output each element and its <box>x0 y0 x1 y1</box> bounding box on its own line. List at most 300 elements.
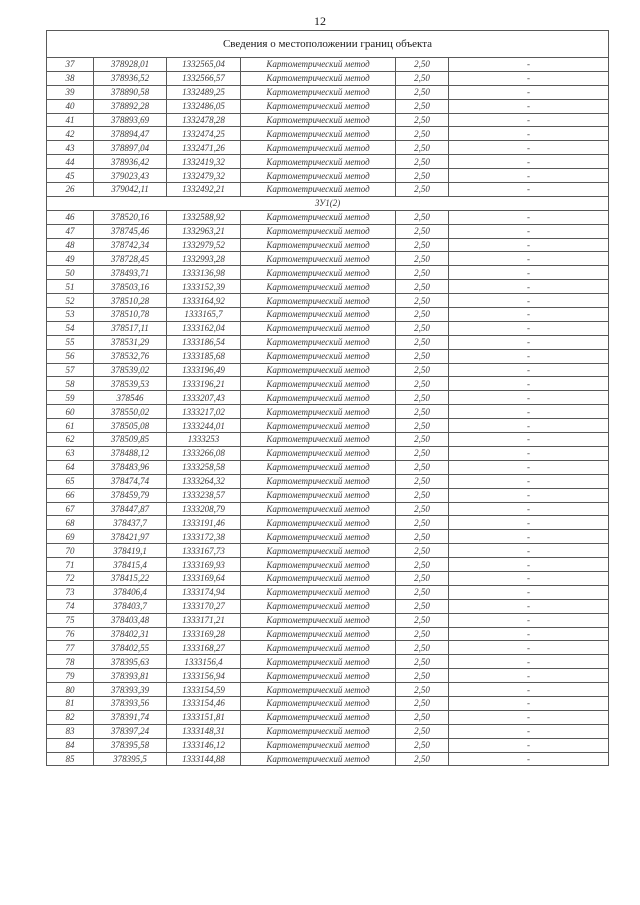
accuracy-cell: 2,50 <box>396 280 449 294</box>
table-row <box>47 280 609 294</box>
accuracy-cell: 2,50 <box>396 210 449 224</box>
description-cell: - <box>449 669 609 683</box>
table-row <box>47 363 609 377</box>
method-cell: Картометрический метод <box>241 224 396 238</box>
y-coordinate-cell: 1333169,93 <box>167 558 241 572</box>
table-row <box>47 419 609 433</box>
x-coordinate-cell: 379023,43 <box>94 169 167 183</box>
method-cell: Картометрический метод <box>241 488 396 502</box>
description-cell: - <box>449 599 609 613</box>
table-row <box>47 446 609 460</box>
x-coordinate-cell: 379042,11 <box>94 183 167 197</box>
table-row <box>47 141 609 155</box>
x-coordinate-cell: 378393,56 <box>94 696 167 710</box>
y-coordinate-cell: 1333165,7 <box>167 308 241 322</box>
accuracy-cell: 2,50 <box>396 419 449 433</box>
table-row <box>47 502 609 516</box>
x-coordinate-cell: 378894,47 <box>94 127 167 141</box>
method-cell: Картометрический метод <box>241 433 396 447</box>
point-number-cell: 41 <box>47 113 94 127</box>
x-coordinate-cell: 378393,39 <box>94 683 167 697</box>
point-number-cell: 71 <box>47 558 94 572</box>
accuracy-cell: 2,50 <box>396 155 449 169</box>
point-number-cell: 40 <box>47 99 94 113</box>
y-coordinate-cell: 1332471,26 <box>167 141 241 155</box>
y-coordinate-cell: 1333174,94 <box>167 585 241 599</box>
point-number-cell: 80 <box>47 683 94 697</box>
method-cell: Картометрический метод <box>241 571 396 585</box>
y-coordinate-cell: 1333144,88 <box>167 752 241 766</box>
y-coordinate-cell: 1332489,25 <box>167 85 241 99</box>
accuracy-cell: 2,50 <box>396 460 449 474</box>
y-coordinate-cell: 1332963,21 <box>167 224 241 238</box>
description-cell: - <box>449 294 609 308</box>
point-number-cell: 52 <box>47 294 94 308</box>
table-row <box>47 613 609 627</box>
y-coordinate-cell: 1332566,57 <box>167 71 241 85</box>
x-coordinate-cell: 378893,69 <box>94 113 167 127</box>
method-cell: Картометрический метод <box>241 183 396 197</box>
accuracy-cell: 2,50 <box>396 169 449 183</box>
y-coordinate-cell: 1333164,92 <box>167 294 241 308</box>
y-coordinate-cell: 1332474,25 <box>167 127 241 141</box>
point-number-cell: 44 <box>47 155 94 169</box>
accuracy-cell: 2,50 <box>396 321 449 335</box>
x-coordinate-cell: 378897,04 <box>94 141 167 155</box>
table-row <box>47 405 609 419</box>
description-cell: - <box>449 113 609 127</box>
y-coordinate-cell: 1333154,59 <box>167 683 241 697</box>
x-coordinate-cell: 378402,31 <box>94 627 167 641</box>
method-cell: Картометрический метод <box>241 266 396 280</box>
method-cell: Картометрический метод <box>241 419 396 433</box>
table-row <box>47 516 609 530</box>
point-number-cell: 73 <box>47 585 94 599</box>
method-cell: Картометрический метод <box>241 544 396 558</box>
description-cell: - <box>449 252 609 266</box>
point-number-cell: 45 <box>47 169 94 183</box>
accuracy-cell: 2,50 <box>396 113 449 127</box>
accuracy-cell: 2,50 <box>396 363 449 377</box>
description-cell: - <box>449 405 609 419</box>
point-number-cell: 62 <box>47 433 94 447</box>
accuracy-cell: 2,50 <box>396 433 449 447</box>
point-number-cell: 85 <box>47 752 94 766</box>
y-coordinate-cell: 1333171,21 <box>167 613 241 627</box>
description-cell: - <box>449 183 609 197</box>
description-cell: - <box>449 530 609 544</box>
method-cell: Картометрический метод <box>241 321 396 335</box>
x-coordinate-cell: 378493,71 <box>94 266 167 280</box>
method-cell: Картометрический метод <box>241 335 396 349</box>
x-coordinate-cell: 378509,85 <box>94 433 167 447</box>
point-number-cell: 68 <box>47 516 94 530</box>
method-cell: Картометрический метод <box>241 752 396 766</box>
table-row <box>47 433 609 447</box>
point-number-cell: 49 <box>47 252 94 266</box>
table-row <box>47 710 609 724</box>
method-cell: Картометрический метод <box>241 238 396 252</box>
accuracy-cell: 2,50 <box>396 308 449 322</box>
x-coordinate-cell: 378505,08 <box>94 419 167 433</box>
accuracy-cell: 2,50 <box>396 738 449 752</box>
description-cell: - <box>449 155 609 169</box>
x-coordinate-cell: 378447,87 <box>94 502 167 516</box>
y-coordinate-cell: 1333156,4 <box>167 655 241 669</box>
y-coordinate-cell: 1332492,21 <box>167 183 241 197</box>
x-coordinate-cell: 378546 <box>94 391 167 405</box>
description-cell: - <box>449 683 609 697</box>
point-number-cell: 60 <box>47 405 94 419</box>
x-coordinate-cell: 378393,81 <box>94 669 167 683</box>
method-cell: Картометрический метод <box>241 280 396 294</box>
point-number-cell: 57 <box>47 363 94 377</box>
y-coordinate-cell: 1333185,68 <box>167 349 241 363</box>
page-number: 12 <box>314 14 326 28</box>
method-cell: Картометрический метод <box>241 308 396 322</box>
description-cell: - <box>449 127 609 141</box>
x-coordinate-cell: 378402,55 <box>94 641 167 655</box>
point-number-cell: 51 <box>47 280 94 294</box>
table-row <box>47 669 609 683</box>
method-cell: Картометрический метод <box>241 85 396 99</box>
y-coordinate-cell: 1333152,39 <box>167 280 241 294</box>
x-coordinate-cell: 378397,24 <box>94 724 167 738</box>
x-coordinate-cell: 378742,34 <box>94 238 167 252</box>
table-row <box>47 474 609 488</box>
table-row <box>47 308 609 322</box>
x-coordinate-cell: 378395,58 <box>94 738 167 752</box>
table-row <box>47 127 609 141</box>
point-number-cell: 70 <box>47 544 94 558</box>
description-cell: - <box>449 502 609 516</box>
y-coordinate-cell: 1333238,57 <box>167 488 241 502</box>
point-number-cell: 63 <box>47 446 94 460</box>
point-number-cell: 67 <box>47 502 94 516</box>
x-coordinate-cell: 378503,16 <box>94 280 167 294</box>
table-row <box>47 349 609 363</box>
y-coordinate-cell: 1333148,31 <box>167 724 241 738</box>
point-number-cell: 37 <box>47 58 94 72</box>
accuracy-cell: 2,50 <box>396 405 449 419</box>
method-cell: Картометрический метод <box>241 210 396 224</box>
accuracy-cell: 2,50 <box>396 613 449 627</box>
method-cell: Картометрический метод <box>241 155 396 169</box>
accuracy-cell: 2,50 <box>396 183 449 197</box>
accuracy-cell: 2,50 <box>396 544 449 558</box>
x-coordinate-cell: 378415,4 <box>94 558 167 572</box>
method-cell: Картометрический метод <box>241 141 396 155</box>
description-cell: - <box>449 321 609 335</box>
table-row <box>47 252 609 266</box>
accuracy-cell: 2,50 <box>396 710 449 724</box>
table-row <box>47 571 609 585</box>
accuracy-cell: 2,50 <box>396 446 449 460</box>
y-coordinate-cell: 1333207,43 <box>167 391 241 405</box>
point-number-cell: 50 <box>47 266 94 280</box>
point-number-cell: 79 <box>47 669 94 683</box>
accuracy-cell: 2,50 <box>396 683 449 697</box>
method-cell: Картометрический метод <box>241 391 396 405</box>
y-coordinate-cell: 1333151,81 <box>167 710 241 724</box>
description-cell: - <box>449 544 609 558</box>
method-cell: Картометрический метод <box>241 724 396 738</box>
method-cell: Картометрический метод <box>241 599 396 613</box>
method-cell: Картометрический метод <box>241 516 396 530</box>
y-coordinate-cell: 1333170,27 <box>167 599 241 613</box>
accuracy-cell: 2,50 <box>396 752 449 766</box>
point-number-cell: 66 <box>47 488 94 502</box>
point-number-cell: 61 <box>47 419 94 433</box>
y-coordinate-cell: 1333244,01 <box>167 419 241 433</box>
y-coordinate-cell: 1332479,32 <box>167 169 241 183</box>
description-cell: - <box>449 391 609 405</box>
point-number-cell: 81 <box>47 696 94 710</box>
point-number-cell: 54 <box>47 321 94 335</box>
x-coordinate-cell: 378391,74 <box>94 710 167 724</box>
table-row <box>47 391 609 405</box>
x-coordinate-cell: 378531,29 <box>94 335 167 349</box>
description-cell: - <box>449 474 609 488</box>
description-cell: - <box>449 280 609 294</box>
y-coordinate-cell: 1333264,32 <box>167 474 241 488</box>
table-row <box>47 558 609 572</box>
description-cell: - <box>449 377 609 391</box>
y-coordinate-cell: 1333258,58 <box>167 460 241 474</box>
accuracy-cell: 2,50 <box>396 58 449 72</box>
description-cell: - <box>449 571 609 585</box>
y-coordinate-cell: 1333191,46 <box>167 516 241 530</box>
y-coordinate-cell: 1333146,12 <box>167 738 241 752</box>
accuracy-cell: 2,50 <box>396 349 449 363</box>
y-coordinate-cell: 1333162,04 <box>167 321 241 335</box>
method-cell: Картометрический метод <box>241 474 396 488</box>
table-row <box>47 752 609 766</box>
x-coordinate-cell: 378395,63 <box>94 655 167 669</box>
description-cell: - <box>449 71 609 85</box>
table-row <box>47 169 609 183</box>
description-cell: - <box>449 335 609 349</box>
table-row <box>47 724 609 738</box>
point-number-cell: 26 <box>47 183 94 197</box>
description-cell: - <box>449 141 609 155</box>
accuracy-cell: 2,50 <box>396 71 449 85</box>
description-cell: - <box>449 308 609 322</box>
accuracy-cell: 2,50 <box>396 335 449 349</box>
method-cell: Картометрический метод <box>241 613 396 627</box>
description-cell: - <box>449 446 609 460</box>
table-row <box>47 655 609 669</box>
point-number-cell: 64 <box>47 460 94 474</box>
method-cell: Картометрический метод <box>241 294 396 308</box>
accuracy-cell: 2,50 <box>396 502 449 516</box>
x-coordinate-cell: 378474,74 <box>94 474 167 488</box>
boundary-table-container <box>46 30 608 766</box>
accuracy-cell: 2,50 <box>396 516 449 530</box>
y-coordinate-cell: 1332993,28 <box>167 252 241 266</box>
table-row <box>47 99 609 113</box>
table-row <box>47 335 609 349</box>
accuracy-cell: 2,50 <box>396 627 449 641</box>
x-coordinate-cell: 378745,46 <box>94 224 167 238</box>
accuracy-cell: 2,50 <box>396 99 449 113</box>
accuracy-cell: 2,50 <box>396 585 449 599</box>
description-cell: - <box>449 655 609 669</box>
description-cell: - <box>449 641 609 655</box>
accuracy-cell: 2,50 <box>396 488 449 502</box>
description-cell: - <box>449 419 609 433</box>
point-number-cell: 83 <box>47 724 94 738</box>
table-caption: Сведения о местоположении границ объекта <box>47 31 609 58</box>
y-coordinate-cell: 1333156,94 <box>167 669 241 683</box>
caption-row <box>47 31 609 58</box>
accuracy-cell: 2,50 <box>396 141 449 155</box>
table-row <box>47 696 609 710</box>
table-body <box>47 31 609 766</box>
point-number-cell: 84 <box>47 738 94 752</box>
accuracy-cell: 2,50 <box>396 558 449 572</box>
description-cell: - <box>449 613 609 627</box>
x-coordinate-cell: 378532,76 <box>94 349 167 363</box>
accuracy-cell: 2,50 <box>396 85 449 99</box>
table-row <box>47 85 609 99</box>
point-number-cell: 78 <box>47 655 94 669</box>
table-row <box>47 599 609 613</box>
accuracy-cell: 2,50 <box>396 294 449 308</box>
x-coordinate-cell: 378419,1 <box>94 544 167 558</box>
accuracy-cell: 2,50 <box>396 391 449 405</box>
method-cell: Картометрический метод <box>241 127 396 141</box>
x-coordinate-cell: 378459,79 <box>94 488 167 502</box>
method-cell: Картометрический метод <box>241 252 396 266</box>
description-cell: - <box>449 710 609 724</box>
accuracy-cell: 2,50 <box>396 669 449 683</box>
table-row <box>47 266 609 280</box>
x-coordinate-cell: 378421,97 <box>94 530 167 544</box>
description-cell: - <box>449 433 609 447</box>
method-cell: Картометрический метод <box>241 446 396 460</box>
point-number-cell: 55 <box>47 335 94 349</box>
table-row <box>47 641 609 655</box>
x-coordinate-cell: 378520,16 <box>94 210 167 224</box>
point-number-cell: 56 <box>47 349 94 363</box>
description-cell: - <box>449 238 609 252</box>
description-cell: - <box>449 363 609 377</box>
method-cell: Картометрический метод <box>241 405 396 419</box>
description-cell: - <box>449 696 609 710</box>
y-coordinate-cell: 1333186,54 <box>167 335 241 349</box>
y-coordinate-cell: 1333266,08 <box>167 446 241 460</box>
method-cell: Картометрический метод <box>241 641 396 655</box>
method-cell: Картометрический метод <box>241 738 396 752</box>
point-number-cell: 38 <box>47 71 94 85</box>
method-cell: Картометрический метод <box>241 710 396 724</box>
point-number-cell: 39 <box>47 85 94 99</box>
table-row <box>47 585 609 599</box>
point-number-cell: 53 <box>47 308 94 322</box>
description-cell: - <box>449 752 609 766</box>
x-coordinate-cell: 378488,12 <box>94 446 167 460</box>
method-cell: Картометрический метод <box>241 363 396 377</box>
accuracy-cell: 2,50 <box>396 252 449 266</box>
description-cell: - <box>449 99 609 113</box>
x-coordinate-cell: 378406,4 <box>94 585 167 599</box>
table-row <box>47 321 609 335</box>
description-cell: - <box>449 224 609 238</box>
boundary-coordinates-table <box>46 30 609 766</box>
description-cell: - <box>449 558 609 572</box>
table-row <box>47 183 609 197</box>
method-cell: Картометрический метод <box>241 58 396 72</box>
y-coordinate-cell: 1332588,92 <box>167 210 241 224</box>
description-cell: - <box>449 85 609 99</box>
x-coordinate-cell: 378403,48 <box>94 613 167 627</box>
y-coordinate-cell: 1333136,98 <box>167 266 241 280</box>
x-coordinate-cell: 378550,02 <box>94 405 167 419</box>
x-coordinate-cell: 378936,52 <box>94 71 167 85</box>
point-number-cell: 48 <box>47 238 94 252</box>
x-coordinate-cell: 378415,22 <box>94 571 167 585</box>
method-cell: Картометрический метод <box>241 460 396 474</box>
y-coordinate-cell: 1332486,05 <box>167 99 241 113</box>
accuracy-cell: 2,50 <box>396 696 449 710</box>
x-coordinate-cell: 378539,53 <box>94 377 167 391</box>
table-row <box>47 294 609 308</box>
point-number-cell: 59 <box>47 391 94 405</box>
y-coordinate-cell: 1333253 <box>167 433 241 447</box>
x-coordinate-cell: 378936,42 <box>94 155 167 169</box>
point-number-cell: 65 <box>47 474 94 488</box>
x-coordinate-cell: 378728,45 <box>94 252 167 266</box>
y-coordinate-cell: 1333167,73 <box>167 544 241 558</box>
accuracy-cell: 2,50 <box>396 571 449 585</box>
y-coordinate-cell: 1333168,27 <box>167 641 241 655</box>
description-cell: - <box>449 210 609 224</box>
method-cell: Картометрический метод <box>241 349 396 363</box>
y-coordinate-cell: 1333169,64 <box>167 571 241 585</box>
method-cell: Картометрический метод <box>241 655 396 669</box>
table-row <box>47 71 609 85</box>
point-number-cell: 75 <box>47 613 94 627</box>
y-coordinate-cell: 1333208,79 <box>167 502 241 516</box>
point-number-cell: 76 <box>47 627 94 641</box>
accuracy-cell: 2,50 <box>396 474 449 488</box>
table-row <box>47 58 609 72</box>
accuracy-cell: 2,50 <box>396 655 449 669</box>
x-coordinate-cell: 378928,01 <box>94 58 167 72</box>
point-number-cell: 58 <box>47 377 94 391</box>
accuracy-cell: 2,50 <box>396 641 449 655</box>
method-cell: Картометрический метод <box>241 169 396 183</box>
accuracy-cell: 2,50 <box>396 127 449 141</box>
table-row <box>47 530 609 544</box>
y-coordinate-cell: 1333172,38 <box>167 530 241 544</box>
point-number-cell: 74 <box>47 599 94 613</box>
method-cell: Картометрический метод <box>241 71 396 85</box>
accuracy-cell: 2,50 <box>396 530 449 544</box>
table-row <box>47 627 609 641</box>
description-cell: - <box>449 58 609 72</box>
method-cell: Картометрический метод <box>241 683 396 697</box>
y-coordinate-cell: 1332478,28 <box>167 113 241 127</box>
y-coordinate-cell: 1333169,28 <box>167 627 241 641</box>
table-row <box>47 155 609 169</box>
table-row <box>47 238 609 252</box>
table-row <box>47 488 609 502</box>
table-row <box>47 683 609 697</box>
description-cell: - <box>449 349 609 363</box>
description-cell: - <box>449 488 609 502</box>
